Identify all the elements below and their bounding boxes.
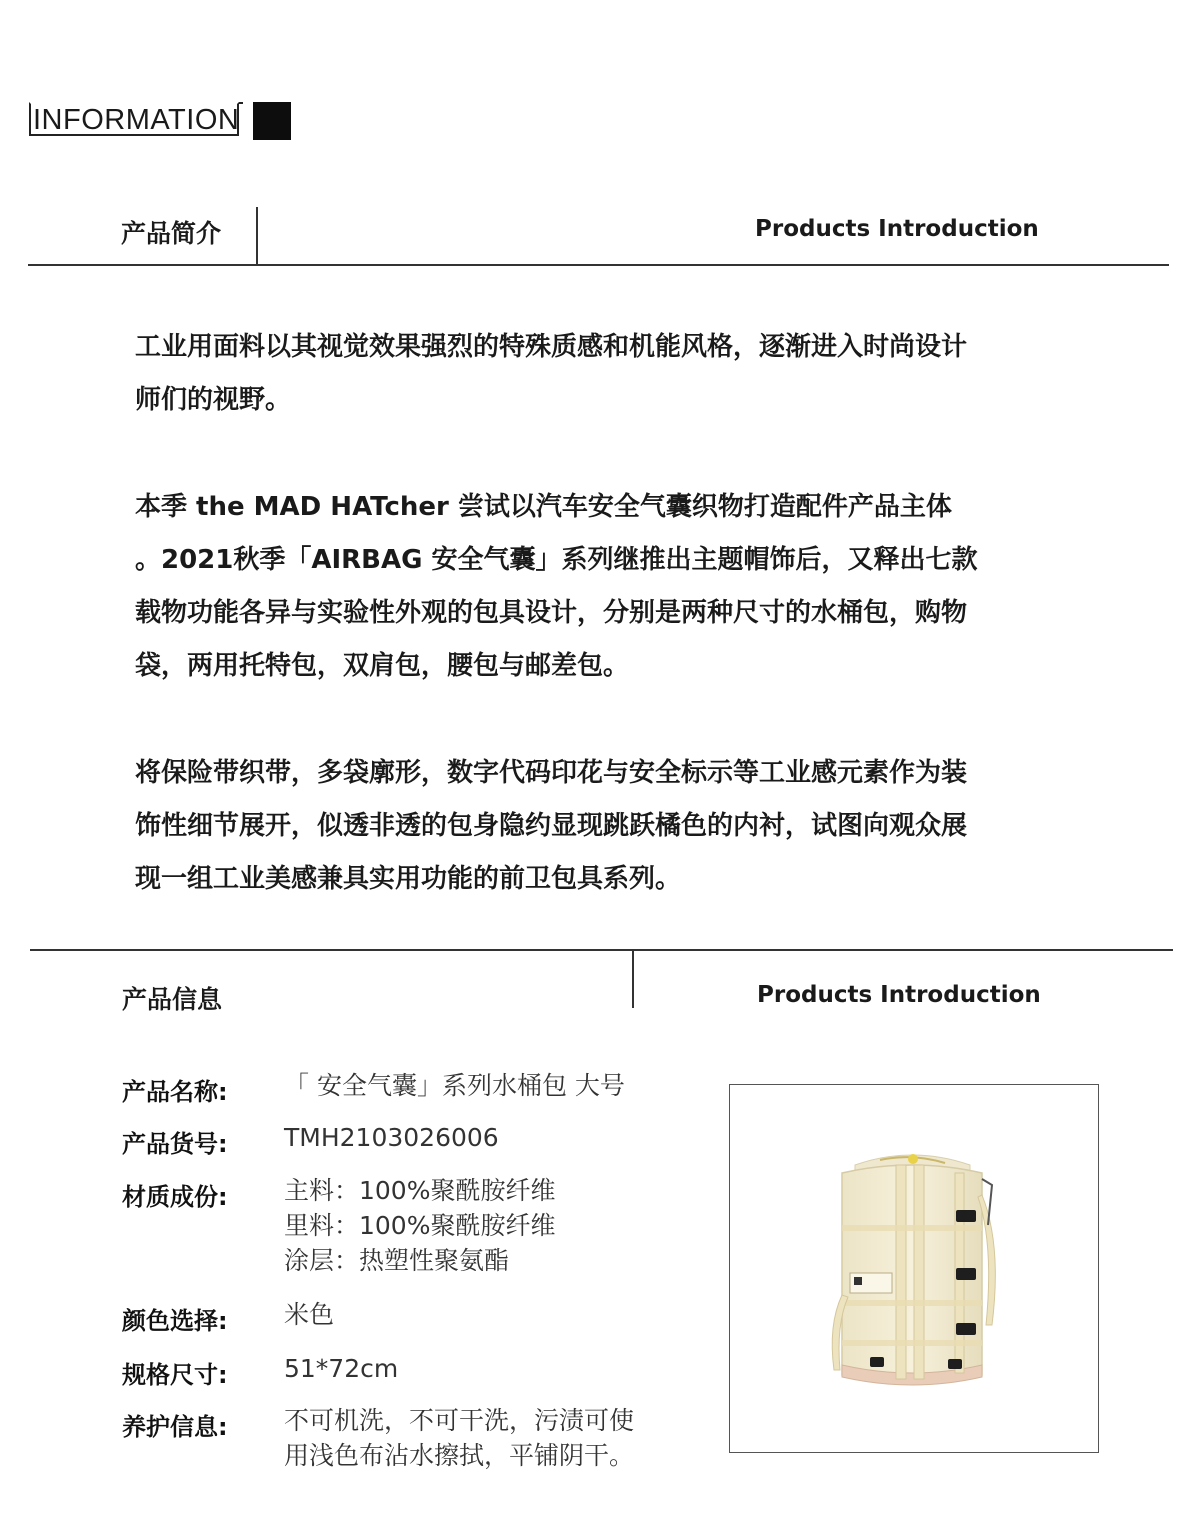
buckle-icon xyxy=(956,1323,976,1335)
section1-title-cn: 产品简介 xyxy=(121,219,222,248)
section1-divider-vertical xyxy=(256,207,258,265)
intro-line: 。2021秋季「AIRBAG 安全气囊」系列继推出主题帽饰后，又释出七款 xyxy=(135,545,978,575)
spec-care-label: 养护信息: xyxy=(122,1413,228,1441)
buckle-icon xyxy=(956,1268,976,1280)
buckle-icon xyxy=(870,1357,884,1367)
toggle-icon xyxy=(908,1154,918,1164)
intro-line: 载物功能各异与实验性外观的包具设计，分别是两种尺寸的水桶包，购物 xyxy=(135,598,968,628)
section2-divider-horizontal xyxy=(30,949,1173,951)
spec-sku-value: TMH2103026006 xyxy=(284,1123,499,1152)
spec-size-value: 51*72cm xyxy=(284,1354,399,1383)
badge-black-square xyxy=(253,102,291,140)
buckle-icon xyxy=(948,1359,962,1369)
spec-name-label: 产品名称: xyxy=(122,1078,228,1106)
intro-paragraph-1 xyxy=(135,321,1095,427)
spec-material-line: 涂层：热塑性聚氨酯 xyxy=(284,1246,510,1275)
spec-care-values xyxy=(284,1403,634,1473)
spec-name-value: 「 安全气囊」系列水桶包 大号 xyxy=(284,1071,625,1100)
section2-divider-vertical xyxy=(632,951,634,1008)
intro-paragraph-2 xyxy=(135,481,1095,693)
spec-material-line: 里料：100%聚酰胺纤维 xyxy=(284,1211,556,1240)
product-photo-frame xyxy=(729,1084,1099,1453)
section2-title-cn: 产品信息 xyxy=(122,985,223,1014)
spec-material-line: 主料：100%聚酰胺纤维 xyxy=(284,1176,556,1205)
intro-line: 饰性细节展开，似透非透的包身隐约显现跳跃橘色的内衬，试图向观众展 xyxy=(135,811,968,841)
spec-material-label: 材质成份: xyxy=(122,1183,228,1211)
spec-color-label: 颜色选择: xyxy=(122,1307,228,1335)
intro-line: 现一组工业美感兼具实用功能的前卫包具系列。 xyxy=(135,864,682,894)
intro-line: 工业用面料以其视觉效果强烈的特殊质感和机能风格，逐渐进入时尚设计 xyxy=(135,332,968,362)
information-badge: INFORMATION xyxy=(29,102,239,136)
intro-line: 师们的视野。 xyxy=(135,385,292,415)
section1-title-en: Products Introduction xyxy=(755,216,1039,242)
spec-care-line: 用浅色布沾水擦拭，平铺阴干。 xyxy=(284,1441,635,1470)
intro-line: 本季 the MAD HATcher 尝试以汽车安全气囊织物打造配件产品主体 xyxy=(135,492,952,522)
bucket-bag-illustration xyxy=(730,1085,1098,1452)
section2-title-en: Products Introduction xyxy=(757,982,1041,1008)
intro-line: 将保险带织带，多袋廓形，数字代码印花与安全标示等工业感元素作为装 xyxy=(135,758,968,788)
spec-color-value: 米色 xyxy=(284,1300,335,1329)
spec-care-line: 不可机洗，不可干洗，污渍可使 xyxy=(284,1406,635,1435)
spec-material-values xyxy=(284,1173,555,1278)
spec-sku-label: 产品货号: xyxy=(122,1130,228,1158)
intro-paragraph-3 xyxy=(135,747,1095,906)
spec-size-label: 规格尺寸: xyxy=(122,1361,228,1389)
section1-divider-horizontal xyxy=(28,264,1169,266)
buckle-icon xyxy=(956,1210,976,1222)
intro-line: 袋，两用托特包，双肩包，腰包与邮差包。 xyxy=(135,651,630,681)
